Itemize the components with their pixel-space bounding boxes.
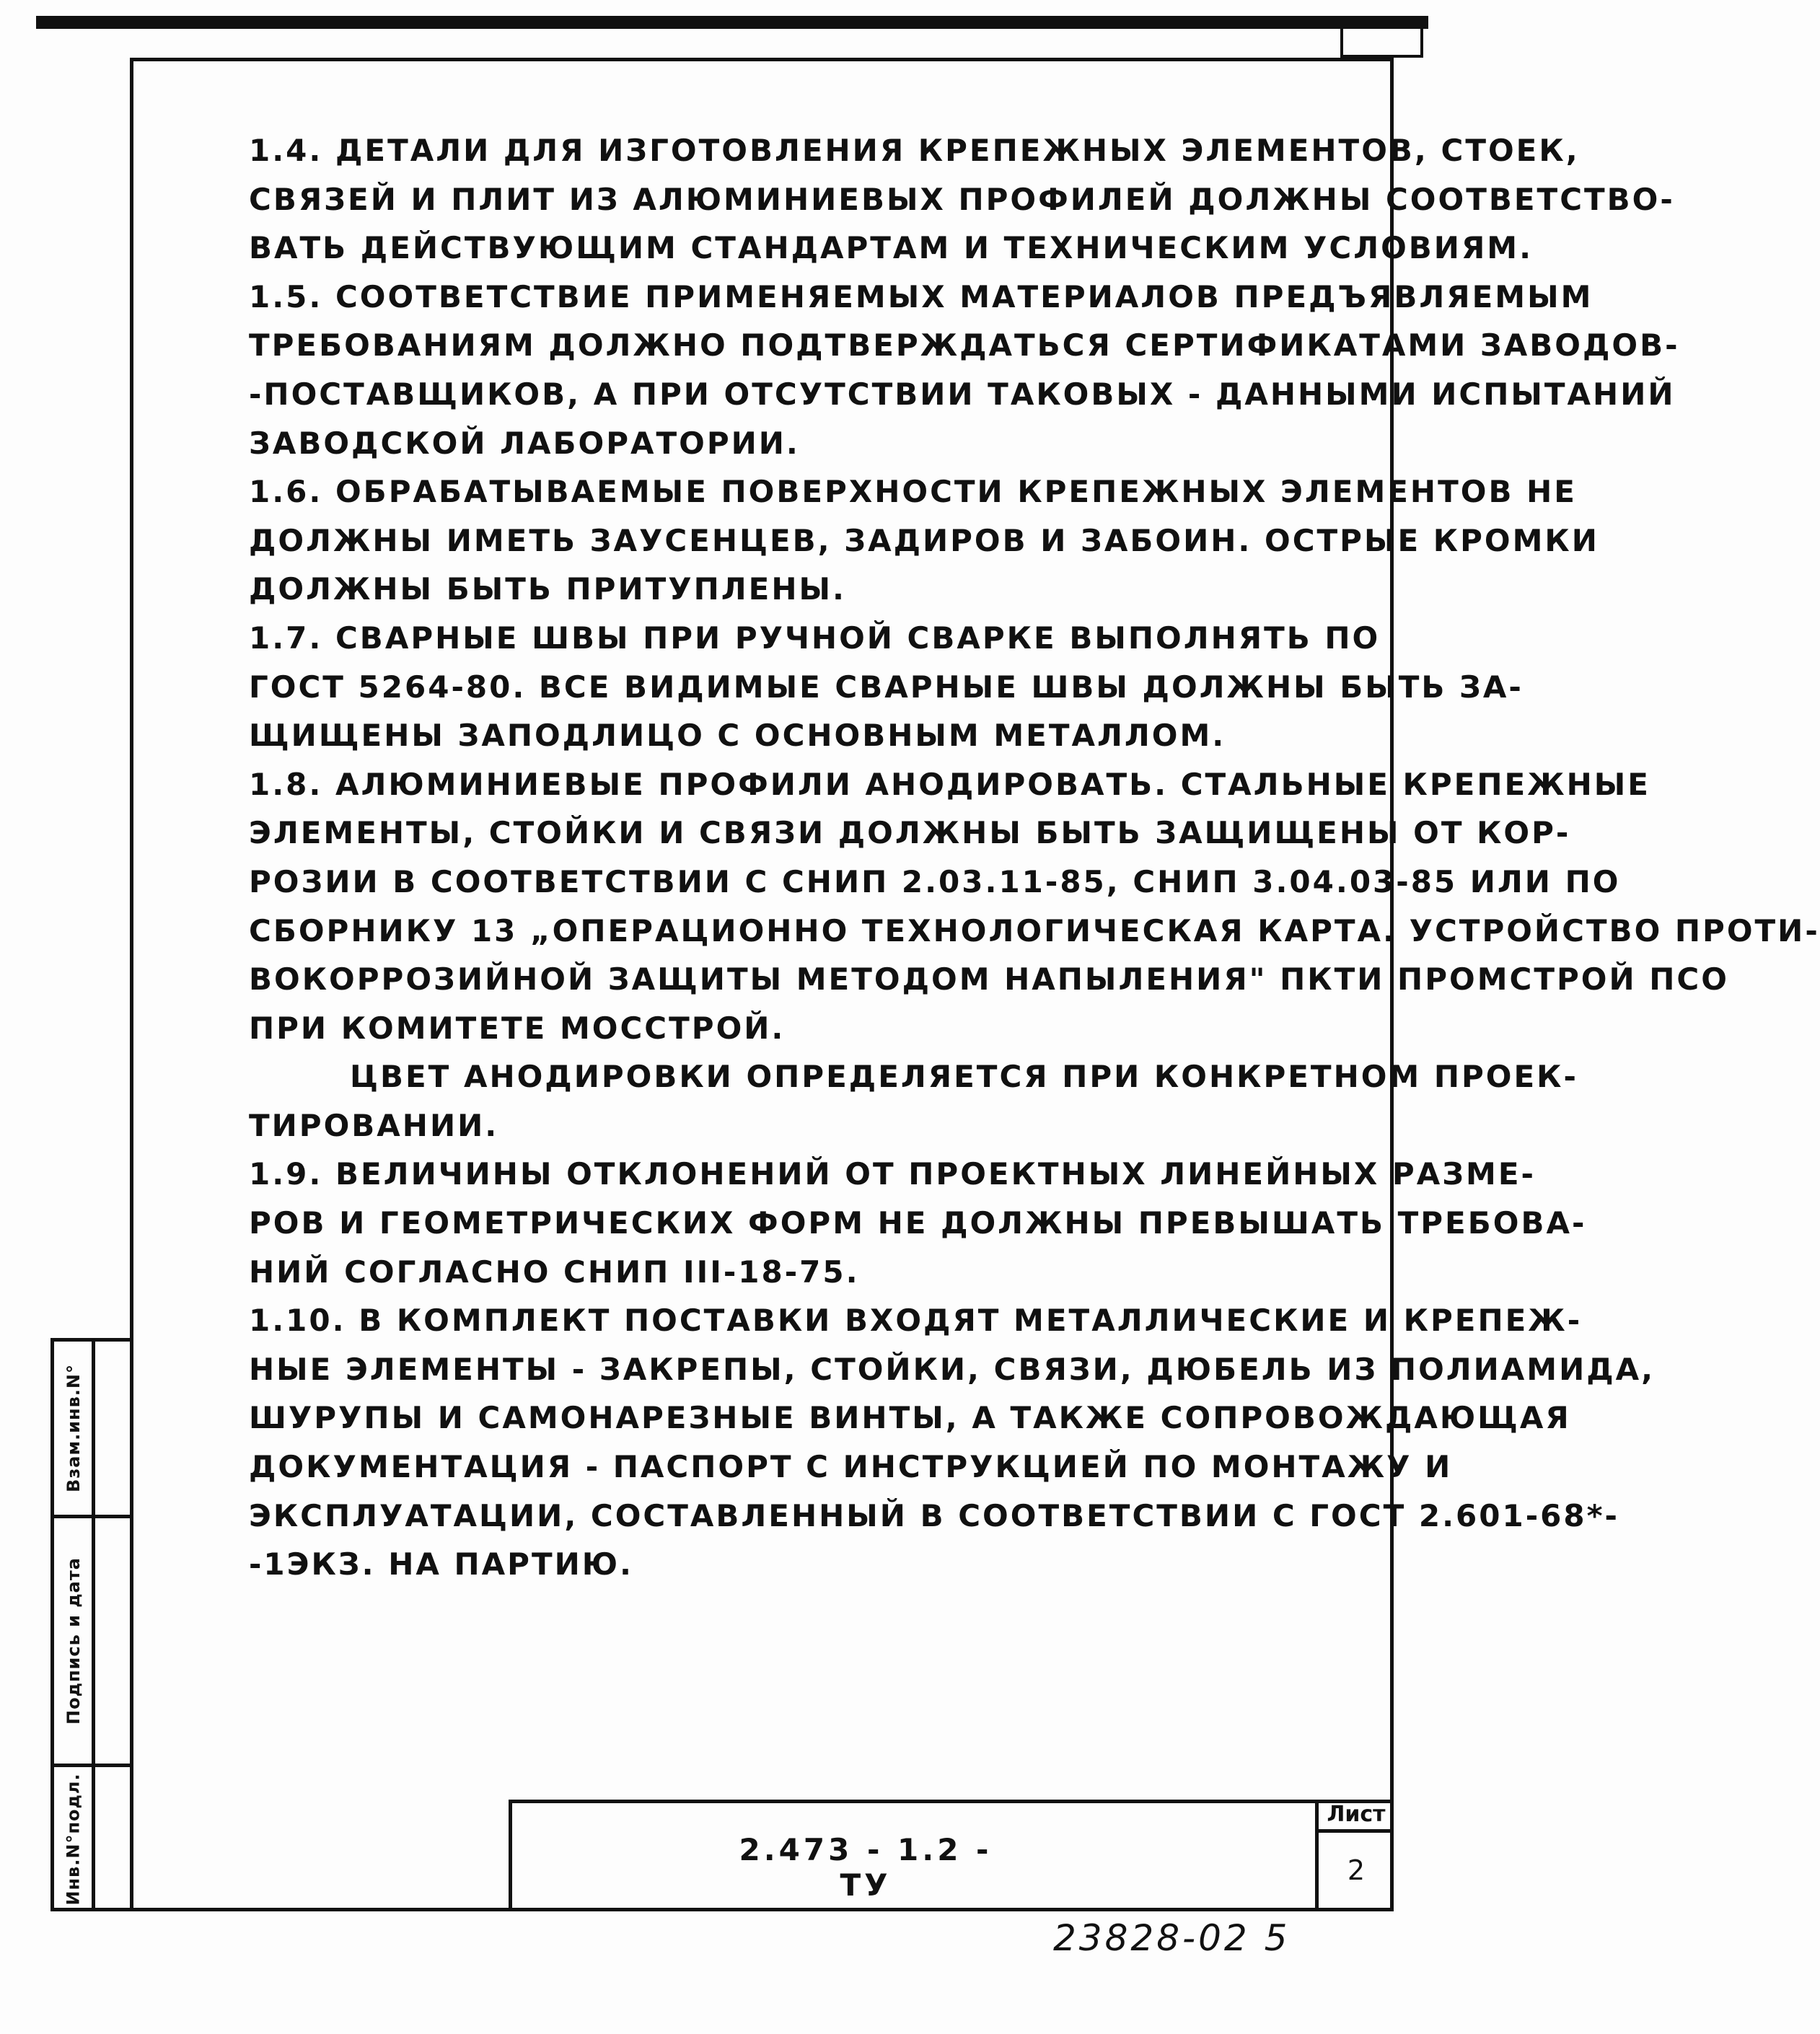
document-code: 2.473 - 1.2 - ТУ	[739, 1832, 993, 1903]
replacement-inventory-label: Взам.инв.N°	[63, 1364, 84, 1492]
paragraph-1-10	[249, 1296, 1656, 1589]
signature-date-label: Подпись и дата	[63, 1557, 84, 1725]
original-inventory-label: Инв.N°подл.	[63, 1773, 84, 1906]
paragraph-1-6	[249, 467, 1599, 614]
text-line: ШУРУПЫ И САМОНАРЕЗНЫЕ ВИНТЫ, А ТАКЖЕ СОПРОВОЖДАЮЩАЯ	[249, 1400, 1571, 1436]
text-line: 1.9. ВЕЛИЧИНЫ ОТКЛОНЕНИЙ ОТ ПРОЕКТНЫХ ЛИНЕЙНЫХ РАЗМЕ-	[249, 1156, 1536, 1192]
paragraph-1-8	[249, 760, 1820, 1053]
document-body	[249, 126, 1820, 1589]
text-line: 1.10. В КОМПЛЕКТ ПОСТАВКИ ВХОДЯТ МЕТАЛЛИЧЕСКИЕ И КРЕПЕЖ-	[249, 1303, 1583, 1339]
text-line: СВЯЗЕЙ И ПЛИТ ИЗ АЛЮМИНИЕВЫХ ПРОФИЛЕЙ ДОЛЖНЫ СООТВЕТСТВО-	[249, 181, 1675, 217]
text-line: РОЗИИ В СООТВЕТСТВИИ С СНИП 2.03.11-85, СНИП 3.04.03-85 ИЛИ ПО	[249, 863, 1621, 899]
text-line: ЦВЕТ АНОДИРОВКИ ОПРЕДЕЛЯЕТСЯ ПРИ КОНКРЕТНОМ ПРОЕК-	[350, 1059, 1578, 1095]
text-line: ТРЕБОВАНИЯМ ДОЛЖНО ПОДТВЕРЖДАТЬСЯ СЕРТИФИКАТАМИ ЗАВОДОВ-	[249, 327, 1680, 364]
text-line: -1ЭКЗ. НА ПАРТИЮ.	[249, 1546, 633, 1582]
side-stamp	[50, 1338, 133, 1911]
text-line: ВОКОРРОЗИЙНОЙ ЗАЩИТЫ МЕТОДОМ НАПЫЛЕНИЯ" ПКТИ ПРОМСТРОЙ ПСО	[249, 961, 1729, 998]
sheet-label: Лист	[1319, 1800, 1394, 1833]
text-line: ПРИ КОМИТЕТЕ МОССТРОЙ.	[249, 1010, 786, 1046]
side-stamp-cell	[53, 1518, 94, 1764]
text-line: ЭКСПЛУАТАЦИИ, СОСТАВЛЕННЫЙ В СООТВЕТСТВИИ С ГОСТ 2.601-68*-	[249, 1497, 1619, 1533]
text-line: НИЙ СОГЛАСНО СНИП III-18-75.	[249, 1254, 860, 1290]
text-line: ДОЛЖНЫ БЫТЬ ПРИТУПЛЕНЫ.	[249, 571, 846, 607]
paragraph-1-9	[249, 1150, 1587, 1296]
text-line: ДОКУМЕНТАЦИЯ - ПАСПОРТ С ИНСТРУКЦИЕЙ ПО МОНТАЖУ И	[249, 1449, 1453, 1485]
text-line: 1.6. ОБРАБАТЫВАЕМЫЕ ПОВЕРХНОСТИ КРЕПЕЖНЫХ ЭЛЕМЕНТОВ НЕ	[249, 474, 1577, 510]
text-line: 1.4. ДЕТАЛИ ДЛЯ ИЗГОТОВЛЕНИЯ КРЕПЕЖНЫХ ЭЛЕМЕНТОВ, СТОЕК,	[249, 133, 1580, 168]
text-line: ВАТЬ ДЕЙСТВУЮЩИМ СТАНДАРТАМ И ТЕХНИЧЕСКИМ УСЛОВИЯМ.	[249, 230, 1534, 266]
text-line: ЩИЩЕНЫ ЗАПОДЛИЦО С ОСНОВНЫМ МЕТАЛЛОМ.	[249, 718, 1226, 754]
text-line: ТИРОВАНИИ.	[249, 1107, 499, 1143]
text-line: -ПОСТАВЩИКОВ, А ПРИ ОТСУТСТВИИ ТАКОВЫХ - ДАННЫМИ ИСПЫТАНИЙ	[249, 376, 1676, 412]
handwritten-note: 23828-02 5	[1053, 1917, 1291, 1959]
text-line: ЭЛЕМЕНТЫ, СТОЙКИ И СВЯЗИ ДОЛЖНЫ БЫТЬ ЗАЩИЩЕНЫ ОТ КОР-	[249, 815, 1571, 851]
sheet-number: 2	[1347, 1854, 1366, 1886]
paragraph-1-4	[249, 126, 1675, 273]
top-border-rule	[36, 16, 1428, 29]
text-line: ЗАВОДСКОЙ ЛАБОРАТОРИИ.	[249, 425, 800, 461]
sheet-box	[1315, 1800, 1394, 1911]
text-line: 1.8. АЛЮМИНИЕВЫЕ ПРОФИЛИ АНОДИРОВАТЬ. СТАЛЬНЫЕ КРЕПЕЖНЫЕ	[249, 766, 1650, 802]
paragraph-color	[249, 1052, 1578, 1150]
text-line: СБОРНИКУ 13 „ОПЕРАЦИОННО ТЕХНОЛОГИЧЕСКАЯ КАРТА. УСТРОЙСТВО ПРОТИ-	[249, 912, 1820, 948]
text-line: ГОСТ 5264-80. ВСЕ ВИДИМЫЕ СВАРНЫЕ ШВЫ ДОЛЖНЫ БЫТЬ ЗА-	[249, 669, 1524, 705]
side-stamp-cell	[53, 1342, 94, 1515]
top-corner-tab	[1340, 16, 1423, 58]
paragraph-1-5	[249, 273, 1680, 467]
paragraph-1-7	[249, 614, 1524, 760]
text-line: ДОЛЖНЫ ИМЕТЬ ЗАУСЕНЦЕВ, ЗАДИРОВ И ЗАБОИН. ОСТРЫЕ КРОМКИ	[249, 522, 1599, 558]
side-stamp-cell	[53, 1767, 94, 1911]
text-line: РОВ И ГЕОМЕТРИЧЕСКИХ ФОРМ НЕ ДОЛЖНЫ ПРЕВЫШАТЬ ТРЕБОВА-	[249, 1205, 1587, 1241]
text-line: 1.5. СООТВЕТСТВИЕ ПРИМЕНЯЕМЫХ МАТЕРИАЛОВ ПРЕДЪЯВЛЯЕМЫМ	[249, 278, 1593, 314]
text-line: НЫЕ ЭЛЕМЕНТЫ - ЗАКРЕПЫ, СТОЙКИ, СВЯЗИ, ДЮБЕЛЬ ИЗ ПОЛИАМИДА,	[249, 1351, 1656, 1387]
text-line: 1.7. СВАРНЫЕ ШВЫ ПРИ РУЧНОЙ СВАРКЕ ВЫПОЛНЯТЬ ПО	[249, 620, 1381, 656]
